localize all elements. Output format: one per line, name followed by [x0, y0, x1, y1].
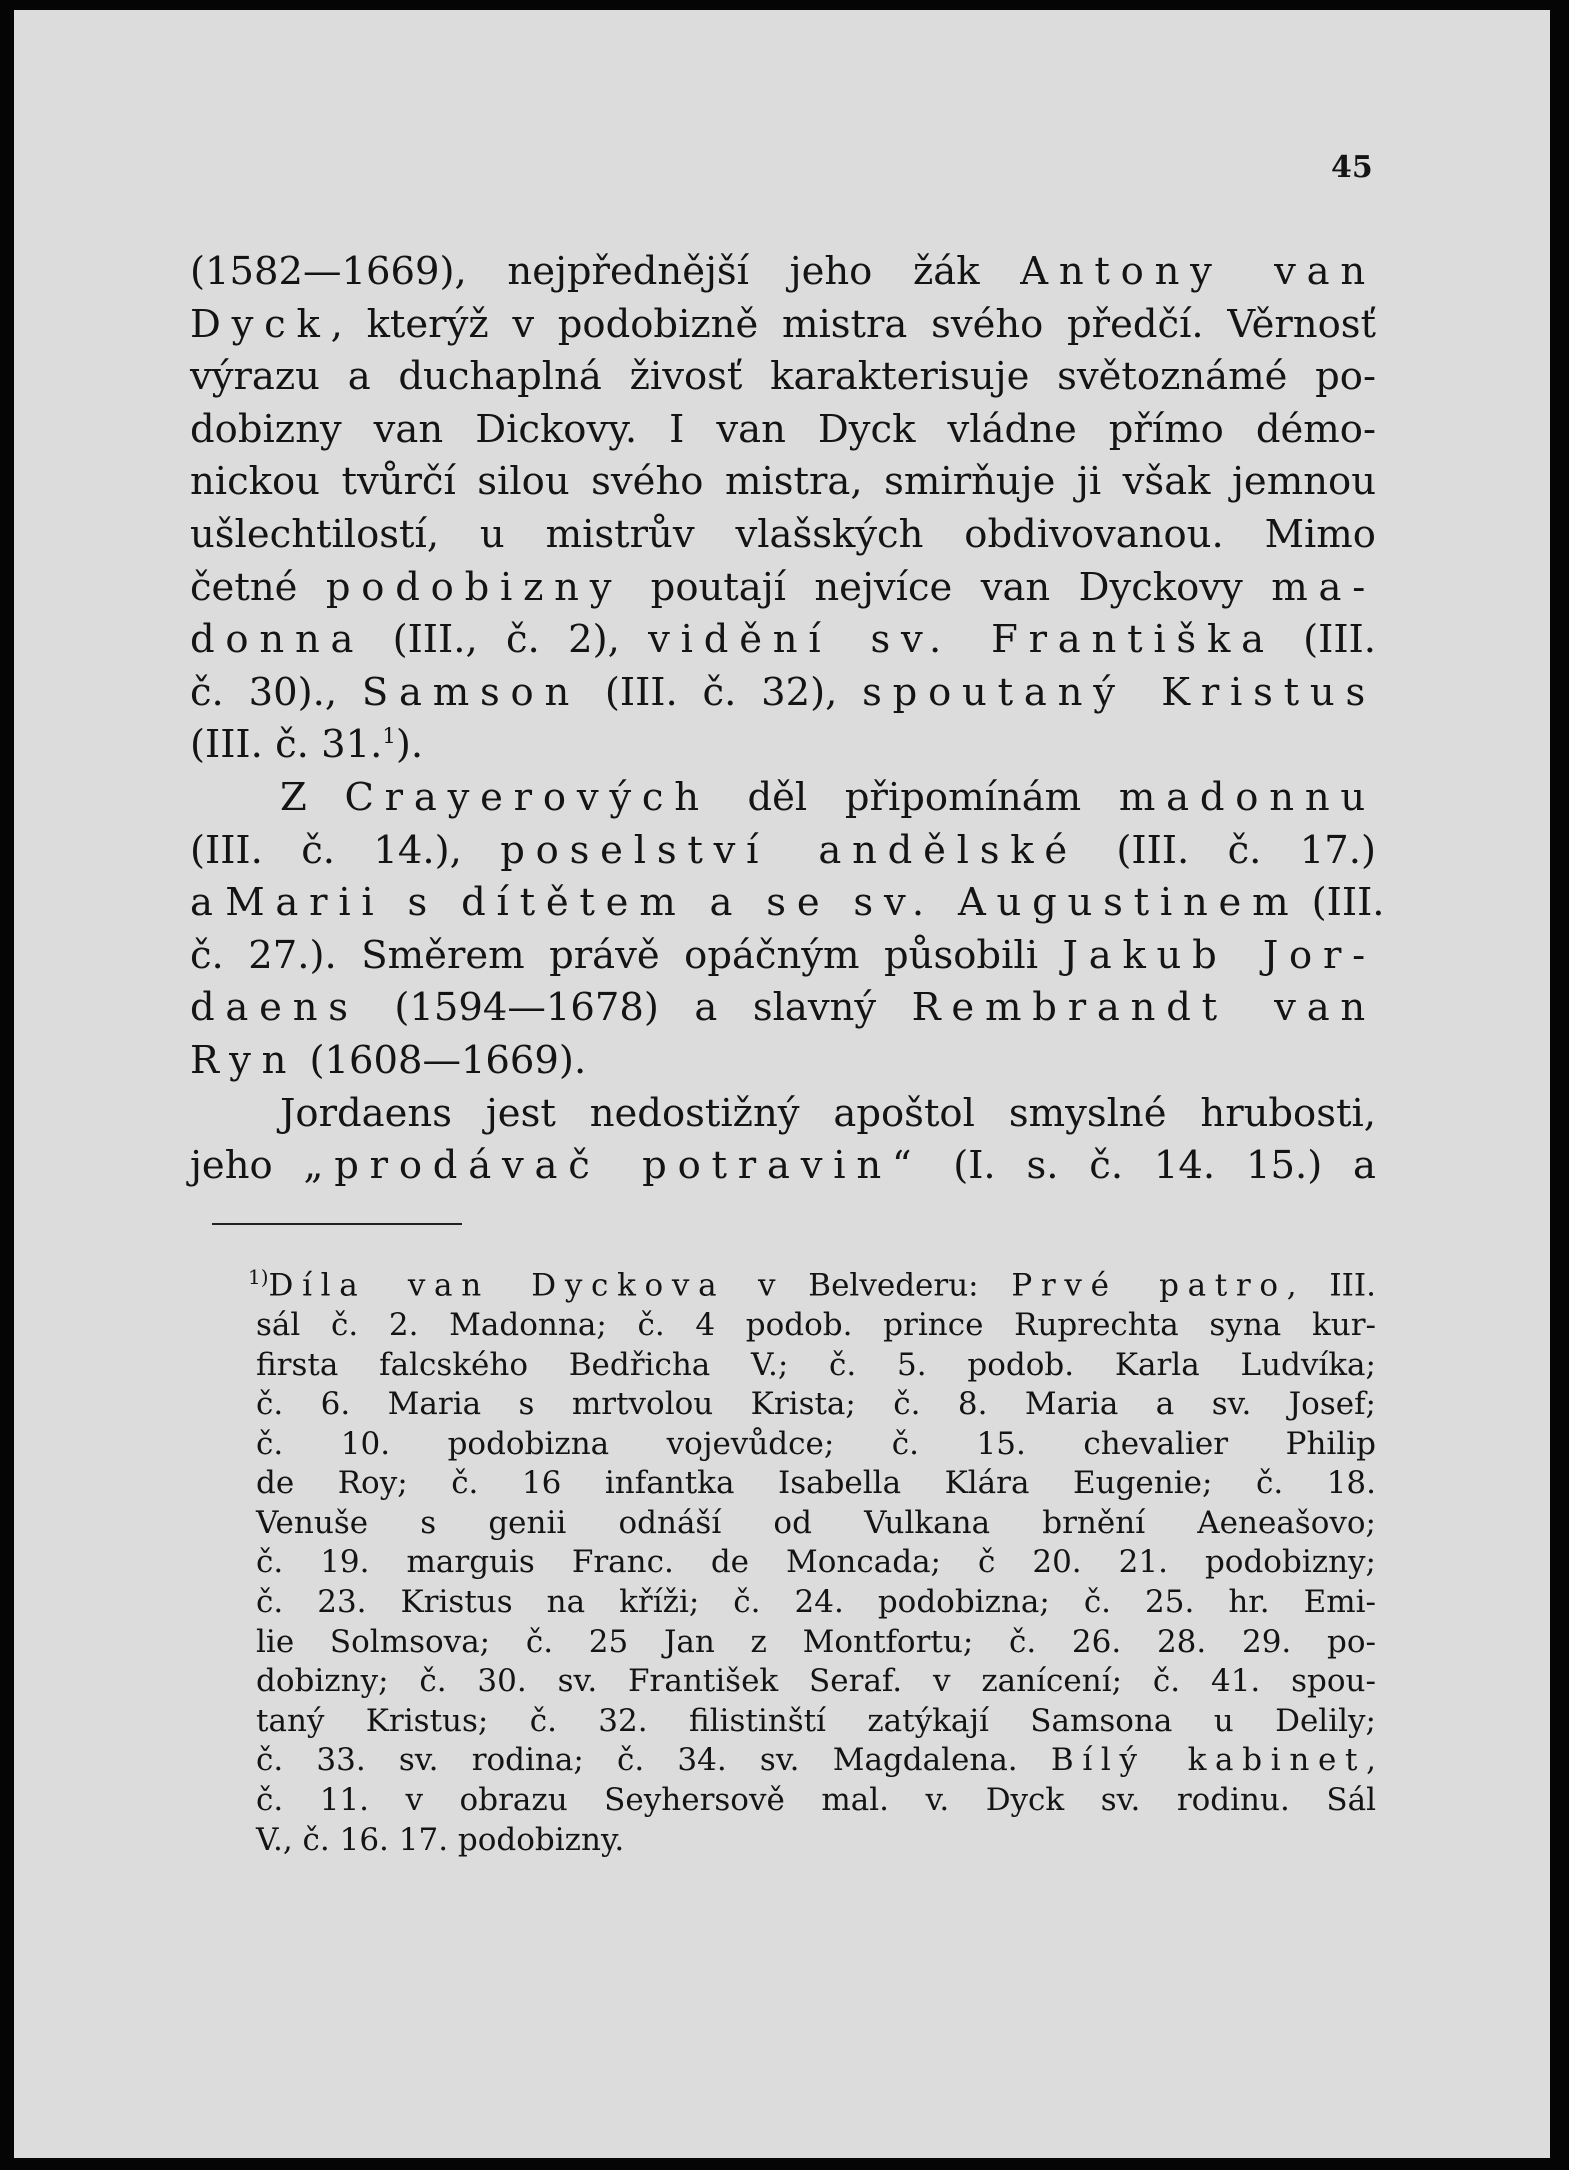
spaced-emphasis: daens [190, 985, 359, 1031]
spaced-emphasis: Samson [361, 669, 581, 715]
text-run: (1582—1669), nejpřednější jeho žák [190, 249, 1021, 294]
text-run: de Roy; č. 16 infantka Isabella Klára Eugenie; č. 18. [256, 1465, 1376, 1502]
footnote-line [256, 1662, 1376, 1702]
text-run: v Belvederu: [725, 1267, 1012, 1304]
text-run: (III., č. 2), [364, 617, 649, 663]
spaced-emphasis: Díla van Dyckova [268, 1267, 726, 1304]
spaced-emphasis: madonnu [1118, 774, 1376, 820]
footnote-line [256, 1464, 1376, 1504]
body-line [190, 1140, 1376, 1193]
text-run: dobizny van Dickovy. I van Dyck vládne přímo démo- [190, 406, 1376, 452]
footnote-line [256, 1385, 1376, 1425]
body-line [190, 982, 1376, 1035]
text-run: ušlechtilostí, u mistrův vlašských obdivovanou. Mimo [190, 511, 1376, 557]
body-line [190, 825, 1376, 878]
text-run: lie Solmsova; č. 25 Jan z Montfortu; č. 26. 28. 29. po- [256, 1623, 1376, 1660]
footnote-line [256, 1425, 1376, 1465]
footnote-line [256, 1702, 1376, 1742]
body-line [190, 404, 1376, 457]
text-run: (1594—1678) a slavný [358, 985, 912, 1031]
text-run: (III. č. 17.) [1077, 827, 1376, 873]
spaced-emphasis: Jakub Jor- [1062, 932, 1376, 978]
body-line [190, 246, 1376, 299]
text-run: č. 10. podobizna vojevůdce; č. 15. chevalier Philip [256, 1425, 1376, 1462]
spaced-emphasis: Dyck [190, 301, 331, 347]
text-run: č. 27.). Směrem právě opáčným působili [190, 932, 1063, 978]
footnote-line [256, 1583, 1376, 1623]
footnote-line [248, 1258, 1376, 1306]
body-line [190, 1088, 1376, 1141]
text-run: (1608—1669). [297, 1037, 587, 1083]
body-line [190, 562, 1376, 615]
body-line [190, 509, 1376, 562]
spaced-emphasis: Rembrandt van [911, 985, 1376, 1031]
text-run: č. 30)., [190, 669, 362, 715]
footnote-line [256, 1781, 1376, 1821]
footnote-line [256, 1623, 1376, 1663]
text-run: sál č. 2. Madonna; č. 4 podob. prince Ruprechta syna kur- [256, 1306, 1376, 1343]
text-run: (III. [1274, 617, 1376, 663]
text-run: č. 33. sv. rodina; č. 34. sv. Magdalena. [256, 1742, 1051, 1779]
text-run: výrazu a duchaplná živosť karakterisuje světoznámé po- [190, 354, 1376, 400]
text-run: taný Kristus; č. 32. filistinští zatýkají Samsona u Delily; [256, 1702, 1376, 1739]
spaced-emphasis: Antony van [1020, 249, 1376, 294]
spaced-emphasis: Marii s dítětem a se sv. Augustinem [225, 880, 1300, 926]
text-run: č. 23. Kristus na kříži; č. 24. podobizna; č. 25. hr. Emi- [256, 1584, 1376, 1621]
footnote-line [256, 1821, 1376, 1861]
spaced-emphasis: Prvé patro [1011, 1267, 1287, 1304]
text-run: , kterýž v podobizně mistra svého předčí. Věrnosť [330, 301, 1376, 347]
spaced-emphasis: donna [190, 617, 365, 663]
spaced-emphasis: podobizny [325, 564, 623, 610]
footnote-marker: 1) [248, 1265, 269, 1289]
text-run: (III. [1299, 880, 1385, 926]
text-run: děl připomínám [709, 774, 1119, 820]
text-run: jeho [190, 1143, 304, 1189]
body-line [190, 1035, 1376, 1088]
body-line [190, 719, 1376, 772]
footnote-separator [212, 1223, 462, 1225]
spaced-emphasis: ma- [1271, 564, 1377, 610]
text-run: (III. č. 31. [190, 722, 383, 768]
body-line [190, 772, 1376, 825]
body-line [190, 877, 1385, 930]
body-line [190, 351, 1376, 404]
spaced-emphasis: „prodávač potravin“ [303, 1143, 923, 1189]
text-run: , III. [1286, 1267, 1376, 1304]
body-line [190, 930, 1376, 983]
text-run: firsta falcského Bedřicha V.; č. 5. podob. Karla Ludvíka; [256, 1346, 1376, 1383]
footnote [248, 1258, 1376, 1860]
text-run: četné [190, 564, 326, 610]
text-run: Z [280, 774, 345, 820]
text-run: nickou tvůrčí silou svého mistra, smirňuje ji však jemnou [190, 459, 1376, 505]
text-run: ). [395, 722, 424, 768]
spaced-emphasis: spoutaný Kristus [862, 669, 1377, 715]
text-run: (III. č. 14.), [190, 827, 501, 873]
footnote-line [256, 1741, 1376, 1781]
text-run: dobizny; č. 30. sv. František Seraf. v zanícení; č. 41. spou- [256, 1663, 1376, 1700]
body-line [190, 667, 1376, 720]
footnote-line [256, 1306, 1376, 1346]
footnote-line [256, 1504, 1376, 1544]
text-run: a [190, 880, 226, 926]
text-run: (III. č. 32), [580, 669, 863, 715]
spaced-emphasis: Ryn [190, 1037, 298, 1083]
text-run: (I. s. č. 14. 15.) a [922, 1143, 1376, 1189]
body-line [190, 456, 1376, 509]
page-number: 45 [1331, 150, 1373, 185]
footnote-text [248, 1258, 1376, 1860]
body-line [190, 299, 1376, 352]
spaced-emphasis: Bílý kabinet [1050, 1742, 1367, 1779]
text-run: Venuše s genii odnáší od Vulkana brnění Aeneašovo; [256, 1504, 1376, 1541]
footnote-line [256, 1346, 1376, 1386]
text-run: Jordaens jest nedostižný apoštol smyslné hrubosti, [280, 1090, 1376, 1136]
text-run: č. 6. Maria s mrtvolou Krista; č. 8. Maria a sv. Josef; [256, 1386, 1376, 1423]
book-page [14, 10, 1550, 2158]
body-line [190, 614, 1376, 667]
spaced-emphasis: vidění sv. Františka [648, 617, 1275, 663]
main-text [190, 246, 1385, 1193]
text-run: , [1366, 1742, 1376, 1779]
text-run: V., č. 16. 17. podobizny. [256, 1821, 625, 1858]
text-run: č. 11. v obrazu Seyhersově mal. v. Dyck sv. rodinu. Sál [256, 1782, 1376, 1819]
text-run: č. 19. marguis Franc. de Moncada; č 20. 21. podobizny; [256, 1544, 1376, 1581]
footnote-line [256, 1543, 1376, 1583]
spaced-emphasis: Crayerových [344, 774, 710, 820]
spaced-emphasis: poselství andělské [500, 827, 1078, 873]
footnote-ref: 1 [382, 723, 396, 749]
text-run: poutají nejvíce van Dyckovy [622, 564, 1272, 610]
